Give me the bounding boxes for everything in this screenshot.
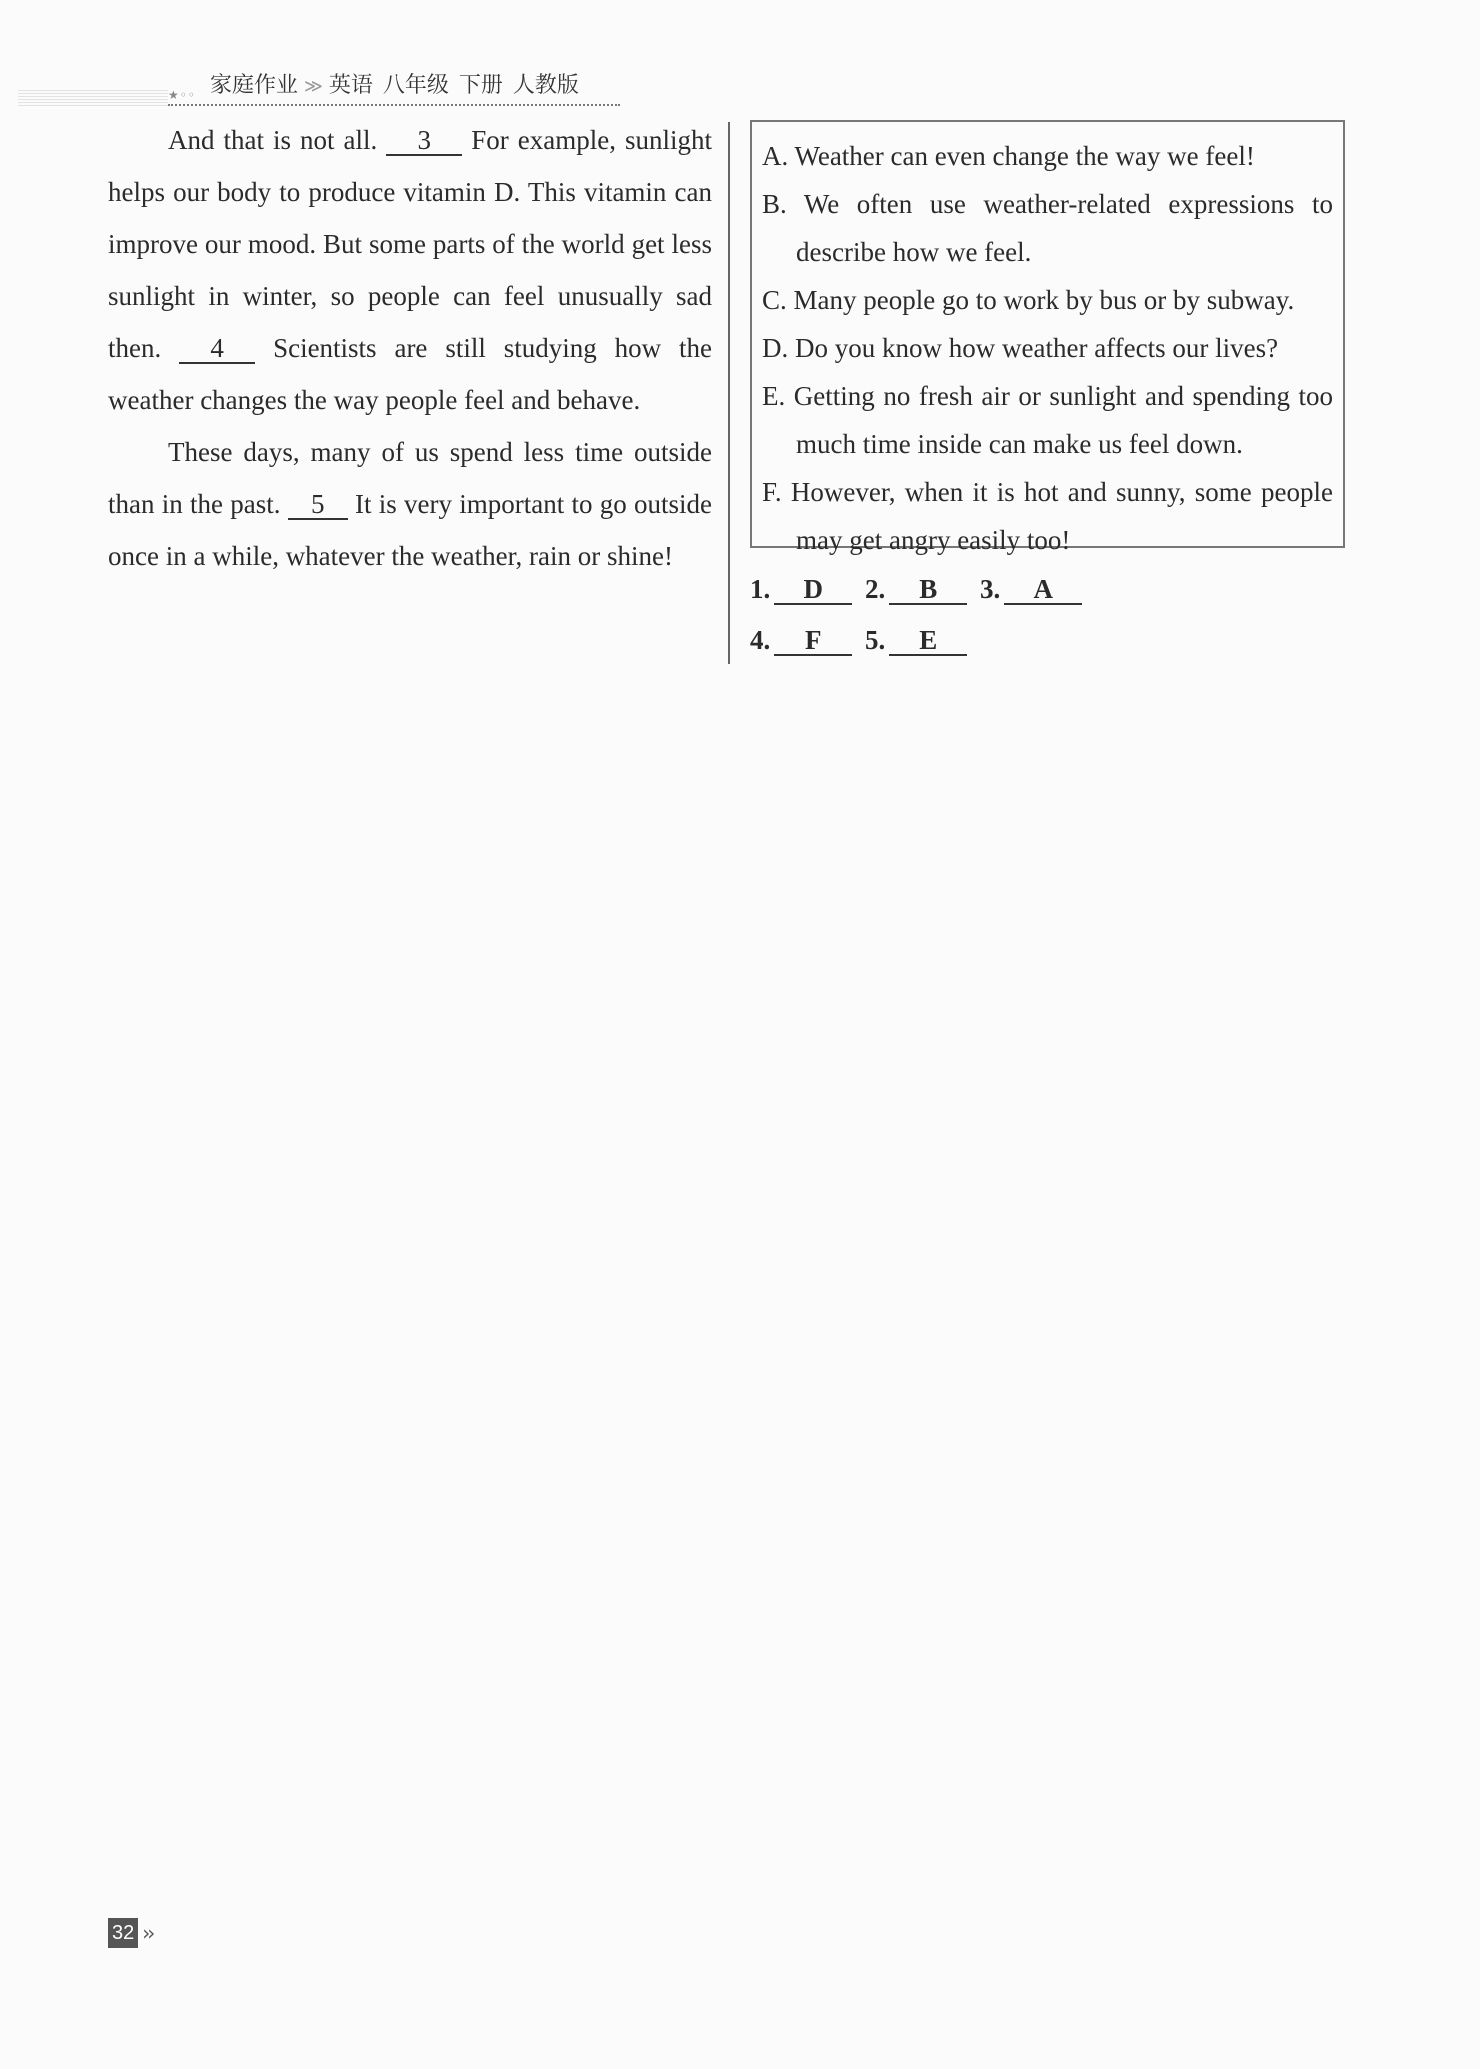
answer-number: 4.	[750, 625, 771, 655]
passage-text: It is very important to go outside once in a while, whatever the weather, rain or shine!	[108, 489, 713, 571]
header-volume: 下册	[458, 73, 503, 98]
answer-value[interactable]: A	[1004, 575, 1082, 605]
option-letter: E.	[762, 381, 786, 411]
option-b	[762, 180, 1333, 276]
option-f	[762, 468, 1333, 564]
passage-text: And that is not all.	[168, 125, 378, 155]
option-letter: C.	[762, 285, 787, 315]
answer-item-5	[865, 615, 967, 666]
passage-text: For example, sunlight helps our body to produce vitamin D. This vitamin can improve our mood. But some parts of the world get less sunlight in winter, so people can feel unusually sad then.	[108, 125, 713, 363]
header-book: 家庭作业	[210, 73, 299, 98]
option-letter: D.	[762, 333, 789, 363]
answer-value[interactable]: F	[774, 626, 852, 656]
page-number-badge: 32	[108, 1918, 138, 1948]
answer-number: 5.	[865, 625, 886, 655]
page-number	[108, 1918, 152, 1948]
option-text: Many people go to work by bus or by subway.	[793, 285, 1295, 315]
answer-number: 2.	[865, 574, 886, 604]
header-decoration	[18, 90, 168, 106]
passage-text: These days, many of us spend less time outside than in the past.	[108, 437, 712, 519]
answer-number: 1.	[750, 574, 771, 604]
answer-row-2	[750, 615, 1350, 666]
double-chevron-icon: ≫	[304, 76, 323, 97]
passage-paragraph-2	[108, 426, 712, 582]
passage-text: Scientists are still studying how the weather changes the way people feel and behave.	[108, 333, 713, 415]
answer-number: 3.	[980, 574, 1001, 604]
answer-value[interactable]: B	[889, 575, 967, 605]
option-letter: A.	[762, 141, 789, 171]
double-chevron-icon: ››	[142, 1921, 153, 1945]
passage-paragraph-1	[108, 114, 712, 426]
answer-row-1	[750, 564, 1350, 615]
option-letter: F.	[762, 477, 782, 507]
option-text: However, when it is hot and sunny, some people may get angry easily too!	[790, 477, 1334, 555]
option-text: Getting no fresh air or sunlight and spending too much time inside can make us feel down.	[793, 381, 1334, 459]
answer-item-3	[980, 564, 1082, 615]
option-a	[762, 132, 1333, 180]
column-divider	[728, 122, 730, 664]
blank-4[interactable]: 4	[179, 334, 255, 364]
option-d	[762, 324, 1333, 372]
option-letter: B.	[762, 189, 787, 219]
answer-value[interactable]: E	[889, 626, 967, 656]
option-e	[762, 372, 1333, 468]
option-text: We often use weather-related expressions to describe how we feel.	[796, 189, 1333, 267]
options-box	[750, 120, 1345, 555]
passage	[108, 114, 712, 582]
answer-item-2	[865, 564, 967, 615]
header-title	[210, 68, 579, 99]
star-dots-icon: ★◦◦	[168, 88, 196, 102]
header-dotted-rule	[168, 104, 620, 106]
option-text: Do you know how weather affects our lives?	[795, 333, 1279, 363]
option-c	[762, 276, 1333, 324]
answer-item-1	[750, 564, 852, 615]
header-grade: 八年级	[382, 73, 449, 98]
blank-3[interactable]: 3	[386, 126, 462, 156]
option-text: Weather can even change the way we feel!	[794, 141, 1255, 171]
page-header	[0, 62, 640, 112]
answer-item-4	[750, 615, 852, 666]
header-edition: 人教版	[512, 73, 579, 98]
answer-key	[750, 564, 1350, 666]
blank-5[interactable]: 5	[288, 490, 348, 520]
header-subject: 英语	[328, 73, 373, 98]
answer-value[interactable]: D	[774, 575, 852, 605]
